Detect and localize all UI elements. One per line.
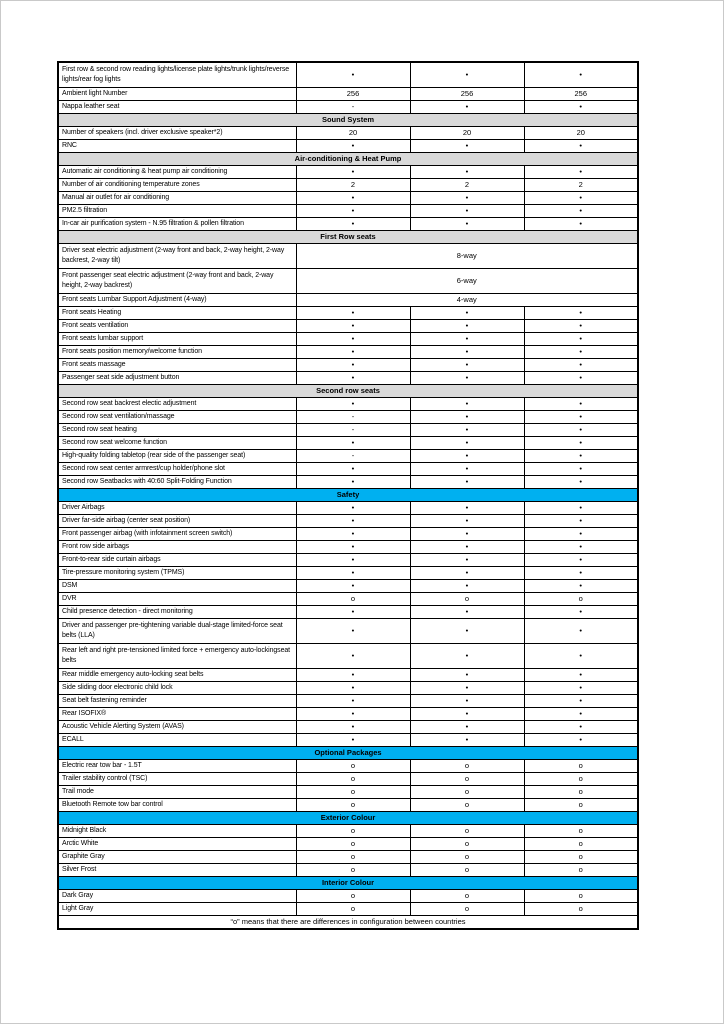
section-header: Second row seats xyxy=(58,384,638,397)
spec-label: Arctic White xyxy=(58,837,296,850)
spec-row xyxy=(58,618,638,643)
spec-label: ECALL xyxy=(58,733,296,746)
spec-value: • xyxy=(296,62,410,87)
spec-value: o xyxy=(524,889,638,902)
spec-row xyxy=(58,707,638,720)
spec-label: Electric rear tow bar - 1.5T xyxy=(58,759,296,772)
spec-merged-value: 8-way xyxy=(296,243,638,268)
spec-row xyxy=(58,668,638,681)
spec-value: • xyxy=(296,139,410,152)
spec-value: • xyxy=(296,707,410,720)
spec-row xyxy=(58,423,638,436)
spec-label: Number of air conditioning temperature zones xyxy=(58,178,296,191)
spec-value: 256 xyxy=(296,87,410,100)
spec-value: 20 xyxy=(410,126,524,139)
spec-label: High-quality folding tabletop (rear side of the passenger seat) xyxy=(58,449,296,462)
spec-label: Front seats ventilation xyxy=(58,319,296,332)
spec-label: Graphite Gray xyxy=(58,850,296,863)
spec-row xyxy=(58,733,638,746)
spec-row xyxy=(58,345,638,358)
spec-value: • xyxy=(524,462,638,475)
section-header-row xyxy=(58,384,638,397)
spec-row xyxy=(58,100,638,113)
spec-row xyxy=(58,293,638,306)
spec-label: PM2.5 filtration xyxy=(58,204,296,217)
spec-row xyxy=(58,165,638,178)
spec-value: o xyxy=(296,863,410,876)
spec-label: Midnight Black xyxy=(58,824,296,837)
spec-value: • xyxy=(296,306,410,319)
spec-value: • xyxy=(524,514,638,527)
spec-value: • xyxy=(524,62,638,87)
spec-value: o xyxy=(410,798,524,811)
spec-value: • xyxy=(410,668,524,681)
section-header: Sound System xyxy=(58,113,638,126)
spec-value: • xyxy=(410,733,524,746)
spec-row xyxy=(58,527,638,540)
spec-row xyxy=(58,501,638,514)
spec-row xyxy=(58,268,638,293)
spec-value: • xyxy=(524,191,638,204)
section-header: First Row seats xyxy=(58,230,638,243)
spec-label: Driver far-side airbag (center seat position) xyxy=(58,514,296,527)
spec-value: o xyxy=(410,772,524,785)
section-header-row xyxy=(58,876,638,889)
spec-value: • xyxy=(410,579,524,592)
spec-value: o xyxy=(296,592,410,605)
spec-value: • xyxy=(410,566,524,579)
spec-value: • xyxy=(296,358,410,371)
spec-value: • xyxy=(524,733,638,746)
footnote-row xyxy=(58,915,638,929)
spec-value: - xyxy=(296,449,410,462)
spec-row xyxy=(58,410,638,423)
spec-label: Driver and passenger pre-tightening variable dual-stage limited-force seat belts (LLA) xyxy=(58,618,296,643)
spec-row xyxy=(58,540,638,553)
spec-value: • xyxy=(410,618,524,643)
spec-row xyxy=(58,902,638,915)
spec-value: o xyxy=(524,592,638,605)
spec-row xyxy=(58,850,638,863)
section-header-row xyxy=(58,746,638,759)
spec-label: Passenger seat side adjustment button xyxy=(58,371,296,384)
spec-value: • xyxy=(410,217,524,230)
spec-row xyxy=(58,204,638,217)
spec-value: 2 xyxy=(296,178,410,191)
spec-label: Rear ISOFIX® xyxy=(58,707,296,720)
spec-value: • xyxy=(410,371,524,384)
spec-value: • xyxy=(410,720,524,733)
spec-row xyxy=(58,694,638,707)
spec-value: o xyxy=(410,850,524,863)
spec-value: • xyxy=(524,449,638,462)
spec-value: • xyxy=(524,436,638,449)
spec-label: Front passenger seat electric adjustment (2-way front and back, 2-way height, 2-way backrest) xyxy=(58,268,296,293)
spec-row xyxy=(58,863,638,876)
spec-table-body xyxy=(58,62,638,929)
section-header-row xyxy=(58,152,638,165)
spec-value: o xyxy=(524,863,638,876)
spec-value: • xyxy=(410,139,524,152)
spec-label: First row & second row reading lights/license plate lights/trunk lights/reverse lights/rear fog lights xyxy=(58,62,296,87)
spec-value: • xyxy=(410,605,524,618)
spec-value: o xyxy=(296,824,410,837)
spec-value: • xyxy=(296,668,410,681)
spec-label: Second row seat heating xyxy=(58,423,296,436)
spec-value: • xyxy=(410,514,524,527)
section-header-row xyxy=(58,113,638,126)
spec-value: 2 xyxy=(524,178,638,191)
spec-value: • xyxy=(524,397,638,410)
spec-row xyxy=(58,243,638,268)
spec-row xyxy=(58,592,638,605)
spec-label: Second row seat ventilation/massage xyxy=(58,410,296,423)
spec-value: • xyxy=(296,681,410,694)
spec-value: • xyxy=(524,165,638,178)
spec-label: RNC xyxy=(58,139,296,152)
spec-value: • xyxy=(296,618,410,643)
spec-value: • xyxy=(296,720,410,733)
spec-value: o xyxy=(524,759,638,772)
spec-value: • xyxy=(524,566,638,579)
spec-label: Acoustic Vehicle Alerting System (AVAS) xyxy=(58,720,296,733)
spec-value: • xyxy=(296,371,410,384)
spec-value: 20 xyxy=(524,126,638,139)
spec-value: • xyxy=(410,643,524,668)
spec-value: • xyxy=(524,681,638,694)
spec-value: o xyxy=(410,592,524,605)
spec-label: Side sliding door electronic child lock xyxy=(58,681,296,694)
spec-label: Ambient light Number xyxy=(58,87,296,100)
spec-row xyxy=(58,720,638,733)
spec-value: o xyxy=(410,889,524,902)
spec-value: • xyxy=(524,217,638,230)
spec-value: • xyxy=(296,319,410,332)
spec-label: Light Gray xyxy=(58,902,296,915)
spec-row xyxy=(58,759,638,772)
spec-value: • xyxy=(410,306,524,319)
spec-row xyxy=(58,126,638,139)
spec-value: • xyxy=(524,371,638,384)
spec-value: o xyxy=(296,837,410,850)
spec-value: o xyxy=(524,798,638,811)
spec-value: • xyxy=(296,643,410,668)
spec-label: Second row seat welcome function xyxy=(58,436,296,449)
spec-value: • xyxy=(296,605,410,618)
spec-label: Tire-pressure monitoring system (TPMS) xyxy=(58,566,296,579)
spec-row xyxy=(58,579,638,592)
spec-value: • xyxy=(410,62,524,87)
spec-value: • xyxy=(296,165,410,178)
spec-label: Trail mode xyxy=(58,785,296,798)
spec-value: 2 xyxy=(410,178,524,191)
spec-value: o xyxy=(296,759,410,772)
spec-value: • xyxy=(296,579,410,592)
spec-value: • xyxy=(524,501,638,514)
spec-value: o xyxy=(296,902,410,915)
spec-label: Front-to-rear side curtain airbags xyxy=(58,553,296,566)
spec-row xyxy=(58,371,638,384)
spec-value: • xyxy=(524,694,638,707)
spec-value: • xyxy=(296,332,410,345)
spec-label: Driver Airbags xyxy=(58,501,296,514)
spec-value: o xyxy=(410,785,524,798)
spec-value: • xyxy=(296,514,410,527)
spec-value: o xyxy=(524,850,638,863)
spec-value: • xyxy=(410,449,524,462)
footnote: “o” means that there are differences in configuration between countries xyxy=(58,915,638,929)
spec-value: • xyxy=(524,605,638,618)
section-header-row xyxy=(58,488,638,501)
spec-value: o xyxy=(296,889,410,902)
spec-label: Nappa leather seat xyxy=(58,100,296,113)
spec-value: • xyxy=(524,527,638,540)
spec-value: • xyxy=(524,345,638,358)
spec-value: • xyxy=(296,217,410,230)
spec-value: - xyxy=(296,423,410,436)
spec-label: Front passenger airbag (with infotainment screen switch) xyxy=(58,527,296,540)
spec-value: • xyxy=(524,720,638,733)
spec-row xyxy=(58,475,638,488)
spec-row xyxy=(58,566,638,579)
spec-label: Front seats massage xyxy=(58,358,296,371)
spec-value: • xyxy=(410,501,524,514)
spec-row xyxy=(58,319,638,332)
spec-value: • xyxy=(296,204,410,217)
spec-row xyxy=(58,462,638,475)
spec-label: Second row seat backrest electic adjustment xyxy=(58,397,296,410)
spec-row xyxy=(58,681,638,694)
spec-value: • xyxy=(410,332,524,345)
spec-value: • xyxy=(410,707,524,720)
spec-row xyxy=(58,553,638,566)
spec-value: • xyxy=(410,397,524,410)
spec-merged-value: 4-way xyxy=(296,293,638,306)
spec-label: Rear left and right pre-tensioned limited force + emergency auto-lockingseat belts xyxy=(58,643,296,668)
spec-label: Front seats Heating xyxy=(58,306,296,319)
spec-value: • xyxy=(524,306,638,319)
spec-value: o xyxy=(410,837,524,850)
spec-label: Seat belt fastening reminder xyxy=(58,694,296,707)
spec-value: • xyxy=(410,319,524,332)
spec-value: • xyxy=(524,139,638,152)
spec-value: • xyxy=(296,540,410,553)
spec-value: • xyxy=(296,553,410,566)
spec-label: Dark Gray xyxy=(58,889,296,902)
spec-label: DVR xyxy=(58,592,296,605)
spec-label: Driver seat electric adjustment (2-way front and back, 2-way height, 2-way backrest, 2-way tilt) xyxy=(58,243,296,268)
section-header: Optional Packages xyxy=(58,746,638,759)
spec-value: • xyxy=(524,475,638,488)
spec-value: • xyxy=(410,681,524,694)
spec-value: o xyxy=(524,824,638,837)
spec-row xyxy=(58,62,638,87)
spec-label: Front row side airbags xyxy=(58,540,296,553)
spec-value: • xyxy=(410,553,524,566)
spec-value: • xyxy=(410,423,524,436)
spec-row xyxy=(58,785,638,798)
spec-value: • xyxy=(410,694,524,707)
spec-row xyxy=(58,436,638,449)
spec-value: • xyxy=(524,643,638,668)
spec-value: 256 xyxy=(524,87,638,100)
spec-value: • xyxy=(524,540,638,553)
section-header: Interior Colour xyxy=(58,876,638,889)
spec-label: Bluetooth Remote tow bar control xyxy=(58,798,296,811)
spec-value: - xyxy=(296,100,410,113)
spec-label: Front seats Lumbar Support Adjustment (4-way) xyxy=(58,293,296,306)
spec-row xyxy=(58,139,638,152)
spec-value: o xyxy=(296,850,410,863)
spec-value: - xyxy=(296,410,410,423)
spec-value: • xyxy=(524,319,638,332)
spec-value: • xyxy=(524,100,638,113)
spec-value: o xyxy=(410,902,524,915)
spec-value: • xyxy=(410,527,524,540)
spec-value: • xyxy=(296,527,410,540)
spec-merged-value: 6-way xyxy=(296,268,638,293)
section-header-row xyxy=(58,811,638,824)
spec-value: • xyxy=(410,100,524,113)
spec-row xyxy=(58,837,638,850)
spec-value: • xyxy=(296,501,410,514)
spec-row xyxy=(58,605,638,618)
spec-row xyxy=(58,358,638,371)
spec-row xyxy=(58,449,638,462)
spec-label: Second row Seatbacks with 40:60 Split-Folding Function xyxy=(58,475,296,488)
spec-value: • xyxy=(524,332,638,345)
spec-value: 20 xyxy=(296,126,410,139)
spec-value: • xyxy=(410,345,524,358)
spec-value: o xyxy=(524,837,638,850)
spec-row xyxy=(58,514,638,527)
spec-label: Front seats lumbar support xyxy=(58,332,296,345)
spec-label: Silver Frost xyxy=(58,863,296,876)
spec-value: • xyxy=(296,462,410,475)
spec-label: Child presence detection - direct monitoring xyxy=(58,605,296,618)
spec-value: o xyxy=(296,798,410,811)
spec-row xyxy=(58,306,638,319)
spec-row xyxy=(58,798,638,811)
spec-value: • xyxy=(524,410,638,423)
spec-value: • xyxy=(410,410,524,423)
section-header: Exterior Colour xyxy=(58,811,638,824)
spec-label: Number of speakers (incl. driver exclusive speaker*2) xyxy=(58,126,296,139)
spec-value: • xyxy=(524,579,638,592)
spec-label: Front seats position memory/welcome function xyxy=(58,345,296,358)
spec-value: • xyxy=(524,423,638,436)
spec-row xyxy=(58,332,638,345)
spec-row xyxy=(58,178,638,191)
spec-row xyxy=(58,191,638,204)
spec-label: Manual air outlet for air conditioning xyxy=(58,191,296,204)
spec-value: • xyxy=(524,618,638,643)
spec-value: o xyxy=(410,824,524,837)
spec-label: Trailer stability control (TSC) xyxy=(58,772,296,785)
spec-value: • xyxy=(524,668,638,681)
spec-value: o xyxy=(524,785,638,798)
spec-label: Second row seat center armrest/cup holder/phone slot xyxy=(58,462,296,475)
spec-value: • xyxy=(296,694,410,707)
section-header: Air-conditioning & Heat Pump xyxy=(58,152,638,165)
spec-value: • xyxy=(524,707,638,720)
spec-value: • xyxy=(296,397,410,410)
spec-value: • xyxy=(524,358,638,371)
vehicle-spec-table xyxy=(57,61,639,930)
spec-value: o xyxy=(410,863,524,876)
spec-row xyxy=(58,397,638,410)
spec-label: Automatic air conditioning & heat pump air conditioning xyxy=(58,165,296,178)
spec-label: Rear middle emergency auto-locking seat belts xyxy=(58,668,296,681)
spec-value: o xyxy=(296,785,410,798)
spec-row xyxy=(58,889,638,902)
spec-row xyxy=(58,87,638,100)
spec-value: 256 xyxy=(410,87,524,100)
spec-value: • xyxy=(296,345,410,358)
spec-value: • xyxy=(296,566,410,579)
spec-value: • xyxy=(296,733,410,746)
spec-value: • xyxy=(410,204,524,217)
spec-value: • xyxy=(410,462,524,475)
spec-value: • xyxy=(296,475,410,488)
spec-value: o xyxy=(296,772,410,785)
spec-value: • xyxy=(410,436,524,449)
spec-value: • xyxy=(410,191,524,204)
spec-value: • xyxy=(524,553,638,566)
section-header-row xyxy=(58,230,638,243)
spec-value: • xyxy=(410,540,524,553)
spec-row xyxy=(58,824,638,837)
spec-value: • xyxy=(410,475,524,488)
spec-value: • xyxy=(410,165,524,178)
spec-value: o xyxy=(524,772,638,785)
spec-row xyxy=(58,772,638,785)
spec-label: In-car air purification system - N.95 filtration & pollen filtration xyxy=(58,217,296,230)
spec-value: • xyxy=(410,358,524,371)
section-header: Safety xyxy=(58,488,638,501)
spec-row xyxy=(58,643,638,668)
spec-label: DSM xyxy=(58,579,296,592)
spec-value: • xyxy=(524,204,638,217)
spec-value: • xyxy=(296,436,410,449)
spec-value: o xyxy=(410,759,524,772)
spec-value: o xyxy=(524,902,638,915)
spec-row xyxy=(58,217,638,230)
spec-value: • xyxy=(296,191,410,204)
